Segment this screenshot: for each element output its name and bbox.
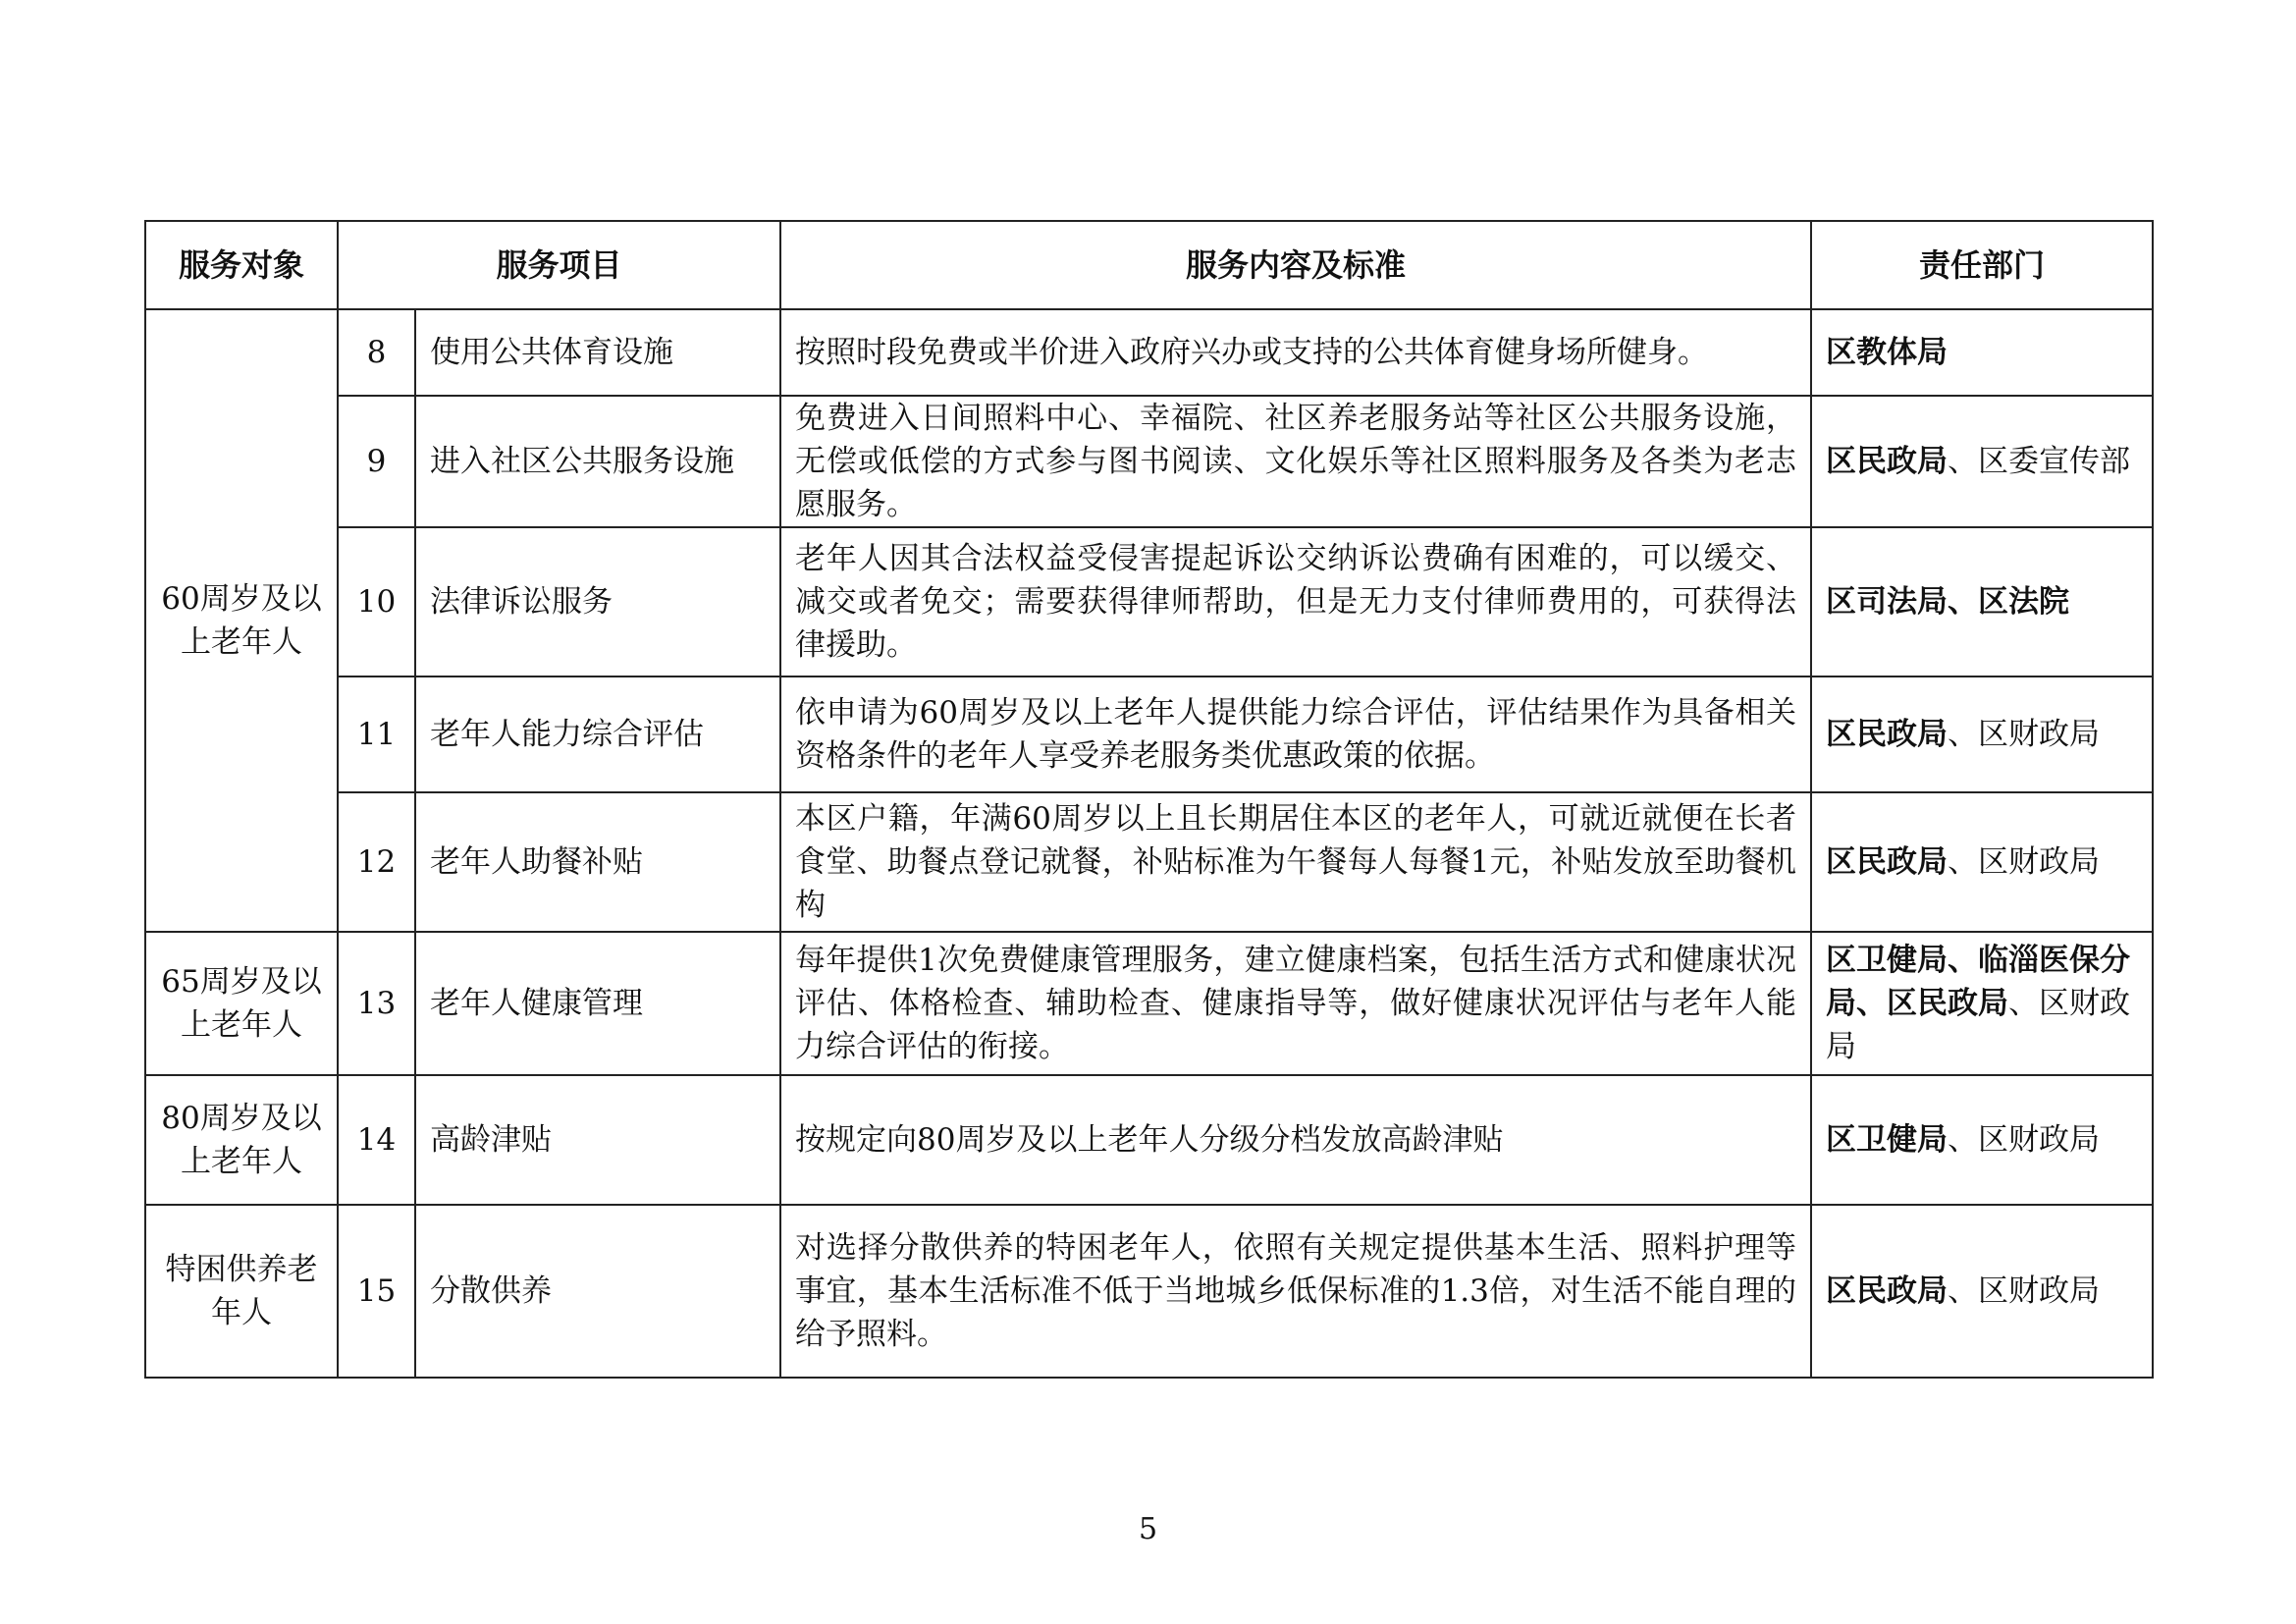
row-item: 使用公共体育设施 <box>415 309 780 396</box>
dept-lead: 区教体局 <box>1826 335 1949 370</box>
dept-lead: 区民政局 <box>1826 717 1949 752</box>
row-dept <box>1811 792 2153 932</box>
row-content: 每年提供1次免费健康管理服务，建立健康档案，包括生活方式和健康状况评估、体格检查、辅助检查、健康指导等，做好健康状况评估与老年人能力综合评估的衔接。 <box>780 932 1811 1075</box>
row-dept <box>1811 1205 2153 1378</box>
table-row <box>145 932 2153 1075</box>
table-row <box>145 677 2153 792</box>
row-content: 依申请为60周岁及以上老年人提供能力综合评估，评估结果作为具备相关资格条件的老年人享受养老服务类优惠政策的依据。 <box>780 677 1811 792</box>
row-item: 老年人助餐补贴 <box>415 792 780 932</box>
row-content: 免费进入日间照料中心、幸福院、社区养老服务站等社区公共服务设施，无偿或低偿的方式参与图书阅读、文化娱乐等社区照料服务及各类为老志愿服务。 <box>780 396 1811 527</box>
row-item: 进入社区公共服务设施 <box>415 396 780 527</box>
row-item: 法律诉讼服务 <box>415 527 780 677</box>
row-item: 老年人健康管理 <box>415 932 780 1075</box>
row-number: 14 <box>338 1075 415 1205</box>
row-number: 11 <box>338 677 415 792</box>
row-number: 9 <box>338 396 415 527</box>
table-row <box>145 309 2153 396</box>
header-content: 服务内容及标准 <box>780 221 1811 309</box>
dept-lead: 区卫健局、临淄医保分局、区民政局 <box>1826 943 2131 1021</box>
dept-lead: 区民政局 <box>1826 844 1949 880</box>
row-number: 13 <box>338 932 415 1075</box>
row-number: 15 <box>338 1205 415 1378</box>
dept-rest: 、区财政局 <box>1826 986 2131 1064</box>
table-header-row <box>145 221 2153 309</box>
table-row <box>145 527 2153 677</box>
row-item: 老年人能力综合评估 <box>415 677 780 792</box>
row-content: 本区户籍，年满60周岁以上且长期居住本区的老年人，可就近就便在长者食堂、助餐点登记就餐，补贴标准为午餐每人每餐1元，补贴发放至助餐机构 <box>780 792 1811 932</box>
target-cell: 特困供养老年人 <box>145 1205 338 1378</box>
row-content: 按照时段免费或半价进入政府兴办或支持的公共体育健身场所健身。 <box>780 309 1811 396</box>
services-table <box>144 220 2154 1379</box>
row-content: 对选择分散供养的特困老年人，依照有关规定提供基本生活、照料护理等事宜，基本生活标准不低于当地城乡低保标准的1.3倍，对生活不能自理的给予照料。 <box>780 1205 1811 1378</box>
dept-lead: 区民政局 <box>1826 1273 1949 1309</box>
header-dept: 责任部门 <box>1811 221 2153 309</box>
row-item: 高龄津贴 <box>415 1075 780 1205</box>
row-dept <box>1811 527 2153 677</box>
dept-rest: 、区财政局 <box>1948 1273 2101 1309</box>
dept-rest: 、区委宣传部 <box>1948 444 2131 479</box>
header-target: 服务对象 <box>145 221 338 309</box>
dept-lead: 区卫健局 <box>1826 1122 1949 1158</box>
dept-rest: 、区财政局 <box>1948 717 2101 752</box>
target-cell: 60周岁及以上老年人 <box>145 309 338 932</box>
header-item: 服务项目 <box>338 221 780 309</box>
dept-lead: 区司法局、区法院 <box>1826 584 2070 620</box>
row-number: 8 <box>338 309 415 396</box>
row-dept <box>1811 396 2153 527</box>
row-number: 10 <box>338 527 415 677</box>
dept-lead: 区民政局 <box>1826 444 1949 479</box>
target-cell: 80周岁及以上老年人 <box>145 1075 338 1205</box>
table-row <box>145 396 2153 527</box>
row-item: 分散供养 <box>415 1205 780 1378</box>
dept-rest: 、区财政局 <box>1948 844 2101 880</box>
row-number: 12 <box>338 792 415 932</box>
row-dept <box>1811 309 2153 396</box>
row-content: 按规定向80周岁及以上老年人分级分档发放高龄津贴 <box>780 1075 1811 1205</box>
row-dept <box>1811 932 2153 1075</box>
row-dept <box>1811 1075 2153 1205</box>
table-row <box>145 1205 2153 1378</box>
row-dept <box>1811 677 2153 792</box>
table-row <box>145 1075 2153 1205</box>
dept-rest: 、区财政局 <box>1948 1122 2101 1158</box>
target-cell: 65周岁及以上老年人 <box>145 932 338 1075</box>
table-row <box>145 792 2153 932</box>
row-content: 老年人因其合法权益受侵害提起诉讼交纳诉讼费确有困难的，可以缓交、减交或者免交；需要获得律师帮助，但是无力支付律师费用的，可获得法律援助。 <box>780 527 1811 677</box>
page-number: 5 <box>1138 1512 1158 1546</box>
